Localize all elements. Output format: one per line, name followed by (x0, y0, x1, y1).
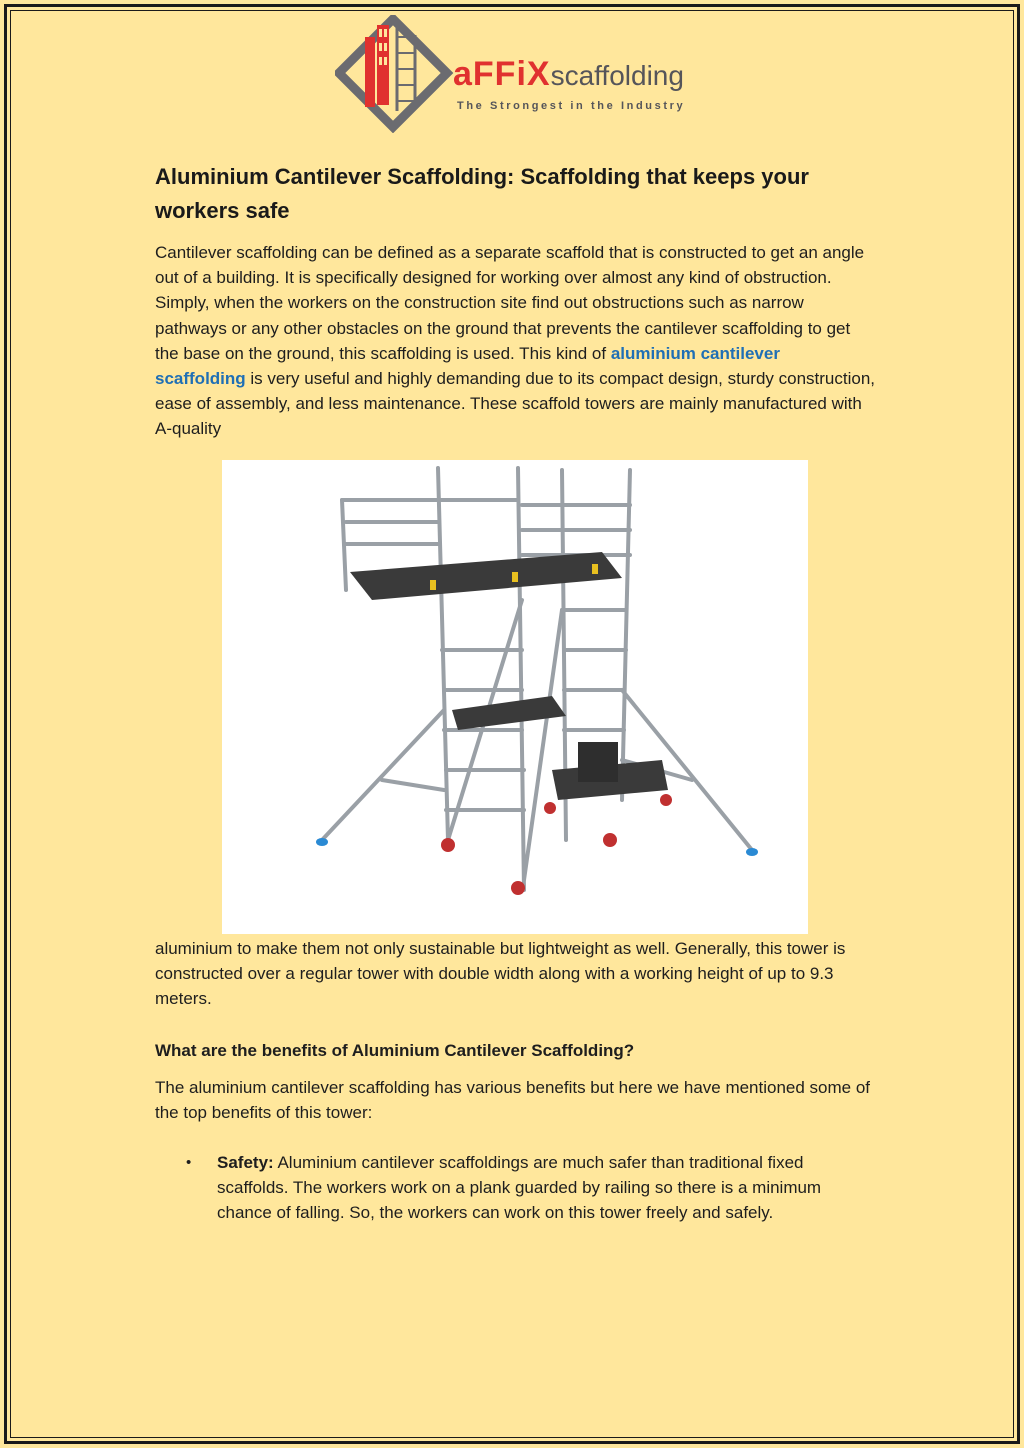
list-item (183, 1150, 873, 1226)
continuation-paragraph: aluminium to make them not only sustainable but lightweight as well. Generally, this tower is constructed over a regular tower with double width along with a working height of up to 9.3 meters. (155, 939, 846, 1009)
logo-brand-name: aFFiX (453, 55, 551, 93)
intro-text-before-link: Cantilever scaffolding can be defined as a separate scaffold that is constructed to get an angle out of a building. It is specifically designed for working over almost any kind of obstruction. Simply, when the workers on the construction site find out obstructions such as narrow pathways or any other obstacles on the ground that prevents the cantilever scaffolding to get the base on the ground, this scaffolding is used. This kind of (155, 243, 865, 363)
bullet-icon: • (186, 1154, 192, 1171)
logo-brand-suffix: scaffolding (550, 60, 684, 91)
aluminium-cantilever-scaffolding-link[interactable]: aluminium cantilever scaffolding (155, 343, 780, 389)
logo-tagline: The Strongest in the Industry (457, 100, 686, 112)
benefit-label: Safety: (217, 1153, 274, 1172)
company-logo[interactable] (335, 15, 695, 133)
intro-text-after-link: is very useful and highly demanding due to its compact design, sturdy construction, ease of assembly, and less maintenance. These scaffold towers are mainly manufactured with A-quality (155, 369, 876, 439)
benefits-intro: The aluminium cantilever scaffolding has various benefits but here we have mentioned some of the top benefits of this tower: (155, 1078, 871, 1123)
benefits-list (183, 1150, 873, 1226)
benefits-heading: What are the benefits of Aluminium Cantilever Scaffolding? (155, 1041, 635, 1060)
logo-brand (453, 57, 684, 91)
page-title: Aluminium Cantilever Scaffolding: Scaffolding that keeps your workers safe (155, 164, 809, 223)
cantilever-scaffold-tower-icon (222, 460, 808, 934)
scaffold-tower-image (222, 460, 808, 934)
intro-paragraph (155, 240, 875, 442)
benefit-text: Aluminium cantilever scaffoldings are much safer than traditional fixed scaffolds. The workers work on a plank guarded by railing so there is a minimum chance of falling. So, the workers can work on this tower freely and safely. (217, 1153, 822, 1223)
logo-diamond-icon (335, 15, 455, 133)
